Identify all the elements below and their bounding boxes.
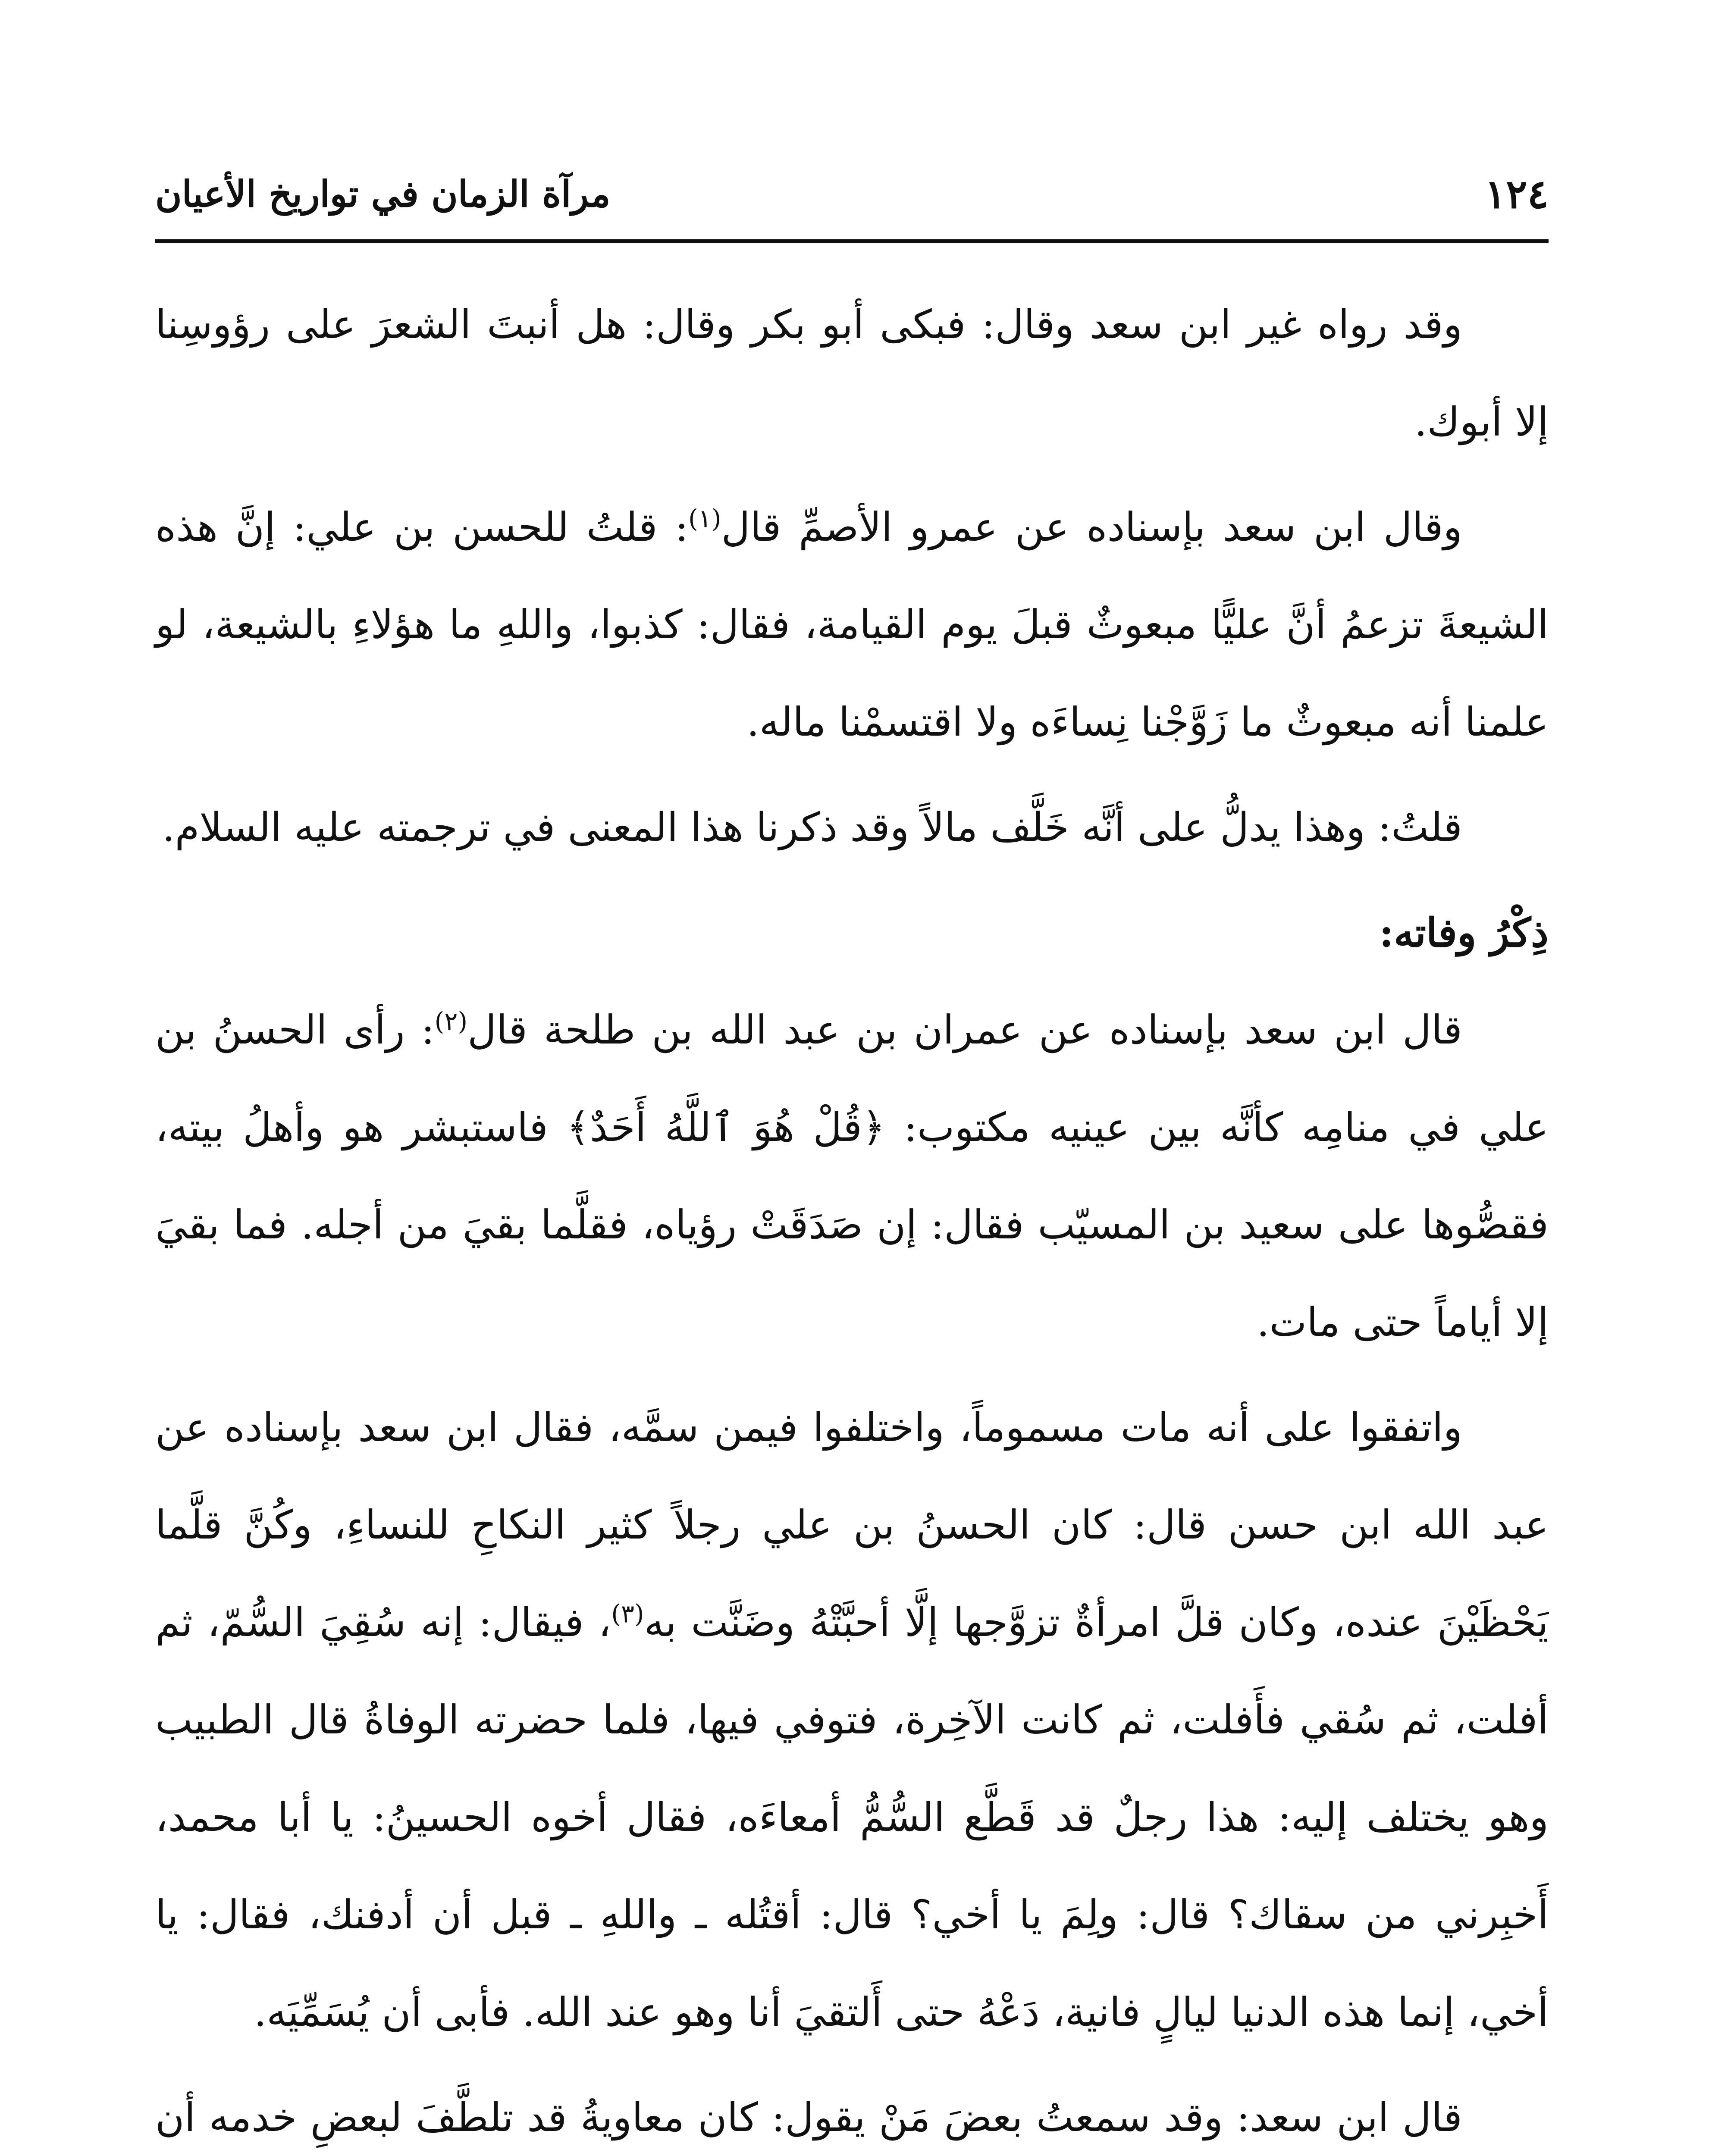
paragraph-2 xyxy=(155,479,1549,771)
paragraph-4-text-after: : رأى الحسنُ بن علي في منامِه كأنَّه بين عينيه مكتوب: ﴿قُلْ هُوَ ٱللَّهُ أَحَدٌ﴾ فاستبشر هو وأهلُ بيته، فقصُّوها على سعيد بن المسيّب فقال: إن صَدَقَتْ رؤياه، فقلَّما بقيَ من أجله. فما بقيَ إلا أياماً حتى مات. xyxy=(155,1007,1549,1345)
footnote-ref-3[interactable]: (٣) xyxy=(611,1599,644,1629)
paragraph-2-text-after: : قلتُ للحسن بن علي: إنَّ هذه الشيعةَ تزعمُ أنَّ عليًّا مبعوثٌ قبلَ يوم القيامة، فقال: كذبوا، واللهِ ما هؤلاءِ بالشيعة، لو علمنا أنه مبعوثٌ ما زَوَّجْنا نِساءَه ولا اقتسمْنا ماله. xyxy=(155,504,1549,745)
paragraph-3 xyxy=(155,779,1549,876)
paragraph-5-text-after: ، فيقال: إنه سُقِيَ السُّمّ، ثم أفلت، ثم سُقي فأَفلت، ثم كانت الآخِرة، فتوفي فيها، فلما حضرته الوفاةُ قال الطبيب وهو يختلف إليه: هذا رجلٌ قد قَطَّع السُّمُّ أمعاءَه، فقال أخوه الحسينُ: يا أبا محمد، أَخبِرني من سقاك؟ قال: ولِمَ يا أخي؟ قال: أقتُله ـ واللهِ ـ قبل أن أدفنك، فقال: يا أخي، إنما هذه الدنيا ليالٍ فانية، دَعْهُ حتى أَلتقيَ أنا وهو عند الله. فأبى أن يُسَمِّيَه. xyxy=(155,1599,1549,2035)
paragraph-1 xyxy=(155,276,1549,471)
paragraph-2-text: وقال ابن سعد بإسناده عن عمرو الأصمِّ قال xyxy=(721,504,1462,550)
paragraph-3-text: قلتُ: وهذا يدلُّ على أنَّه خَلَّف مالاً وقد ذكرنا هذا المعنى في ترجمته عليه السلام. xyxy=(162,804,1462,850)
paragraph-1-text: وقد رواه غير ابن سعد وقال: فبكى أبو بكر وقال: هل أنبتَ الشعرَ على رؤوسِنا إلا أبوك. xyxy=(155,301,1549,445)
paragraph-6-text: قال ابن سعد: وقد سمعتُ بعضَ مَنْ يقول: كان معاويةُ قد تلطَّفَ لبعضِ خدمه أن xyxy=(155,2094,1462,2140)
section-heading xyxy=(155,884,1549,981)
section-heading-text: ذِكْرُ وفاته: xyxy=(1379,909,1549,956)
footnote-ref-2[interactable]: (٢) xyxy=(434,1006,468,1036)
paragraph-5-text: واتفقوا على أنه مات مسموماً، واختلفوا فيمن سمَّه، فقال ابن سعد بإسناده عن عبد الله ابن حسن قال: كان الحسنُ بن علي رجلاً كثير النكاحِ للنساءِ، وكُنَّ قلَّما يَحْظَيْنَ عنده، وكان قلَّ امرأةٌ تزوَّجها إلَّا أحبَّتْهُ وضَنَّت به xyxy=(155,1404,1549,1645)
page-number: ١٢٤ xyxy=(1484,171,1549,217)
footnote-ref-1[interactable]: (١) xyxy=(688,504,721,533)
paragraph-4-text: قال ابن سعد بإسناده عن عمران بن عبد الله بن طلحة قال xyxy=(467,1007,1463,1053)
paragraph-4 xyxy=(155,981,1549,1371)
paragraph-6 xyxy=(155,2069,1549,2156)
running-header xyxy=(155,157,1549,243)
main-text xyxy=(155,276,1549,2156)
book-title: مرآة الزمان في تواريخ الأعيان xyxy=(155,172,611,215)
paragraph-5 xyxy=(155,1379,1549,2061)
